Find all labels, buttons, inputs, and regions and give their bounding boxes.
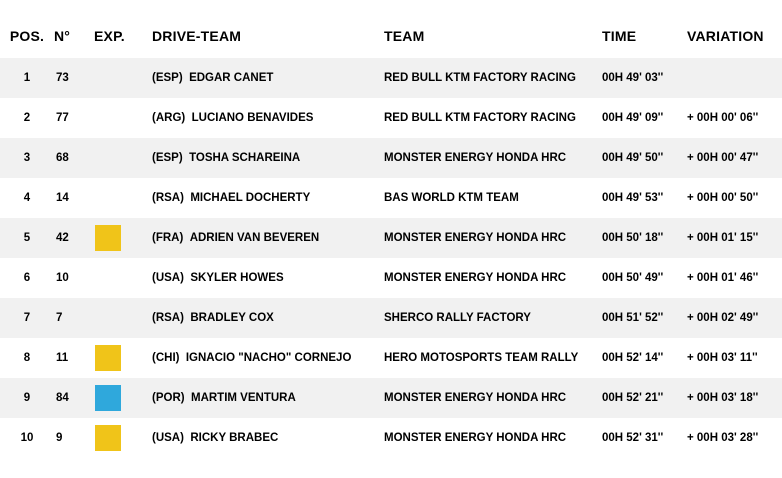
experience-color-swatch-empty bbox=[95, 144, 121, 170]
driver-nationality: (POR) bbox=[152, 392, 185, 404]
cell-time: 00H 52' 14'' bbox=[602, 352, 664, 364]
cell-position: 8 bbox=[23, 352, 31, 364]
cell-number: 14 bbox=[56, 192, 69, 204]
cell-drive-team bbox=[152, 58, 384, 98]
table-row bbox=[0, 178, 782, 218]
table-body bbox=[0, 58, 782, 458]
table-row bbox=[0, 298, 782, 338]
cell-variation: + 00H 01' 46'' bbox=[687, 272, 759, 284]
table-row bbox=[0, 58, 782, 98]
driver-name: ADRIEN VAN BEVEREN bbox=[189, 232, 320, 244]
experience-color-swatch bbox=[95, 225, 121, 251]
column-header-variation: VARIATION bbox=[687, 28, 764, 44]
driver-name: BRADLEY COX bbox=[190, 312, 274, 324]
cell-number: 68 bbox=[56, 152, 69, 164]
cell-position: 5 bbox=[23, 232, 31, 244]
cell-number: 77 bbox=[56, 112, 69, 124]
column-header-team: TEAM bbox=[384, 28, 425, 44]
cell-position: 4 bbox=[23, 192, 31, 204]
driver-nationality: (CHI) bbox=[152, 352, 180, 364]
cell-experience-marker bbox=[94, 178, 152, 218]
cell-team: MONSTER ENERGY HONDA HRC bbox=[384, 232, 567, 244]
table-row bbox=[0, 418, 782, 458]
table-row bbox=[0, 258, 782, 298]
driver-name: TOSHA SCHAREINA bbox=[189, 152, 301, 164]
cell-time: 00H 49' 50'' bbox=[602, 152, 664, 164]
cell-number: 84 bbox=[56, 392, 69, 404]
driver-nationality: (USA) bbox=[152, 272, 184, 284]
cell-drive-team bbox=[152, 258, 384, 298]
cell-time: 00H 49' 03'' bbox=[602, 72, 664, 84]
column-header-exp: EXP. bbox=[94, 28, 125, 44]
experience-color-swatch-empty bbox=[95, 184, 121, 210]
driver-nationality: (FRA) bbox=[152, 232, 184, 244]
cell-time: 00H 52' 21'' bbox=[602, 392, 664, 404]
cell-number: 10 bbox=[56, 272, 69, 284]
experience-color-swatch bbox=[95, 425, 121, 451]
column-header-drive-team: DRIVE-TEAM bbox=[152, 28, 242, 44]
table-header-row bbox=[0, 0, 782, 58]
cell-time: 00H 50' 49'' bbox=[602, 272, 664, 284]
cell-drive-team bbox=[152, 98, 384, 138]
cell-experience-marker bbox=[94, 58, 152, 98]
cell-time: 00H 50' 18'' bbox=[602, 232, 664, 244]
cell-number: 42 bbox=[56, 232, 69, 244]
cell-experience-marker bbox=[94, 138, 152, 178]
cell-team: MONSTER ENERGY HONDA HRC bbox=[384, 392, 567, 404]
column-header-number: N° bbox=[54, 28, 71, 44]
cell-team: HERO MOTOSPORTS TEAM RALLY bbox=[384, 352, 579, 364]
cell-number: 73 bbox=[56, 72, 69, 84]
table-row bbox=[0, 98, 782, 138]
cell-time: 00H 49' 53'' bbox=[602, 192, 664, 204]
cell-position: 6 bbox=[23, 272, 31, 284]
cell-position: 2 bbox=[23, 112, 31, 124]
cell-team: MONSTER ENERGY HONDA HRC bbox=[384, 272, 567, 284]
driver-name: EDGAR CANET bbox=[189, 72, 274, 84]
driver-nationality: (RSA) bbox=[152, 192, 184, 204]
driver-name: MICHAEL DOCHERTY bbox=[190, 192, 311, 204]
experience-color-swatch-empty bbox=[95, 104, 121, 130]
driver-name: RICKY BRABEC bbox=[190, 432, 279, 444]
driver-nationality: (ESP) bbox=[152, 152, 183, 164]
cell-team: RED BULL KTM FACTORY RACING bbox=[384, 72, 576, 84]
table-row bbox=[0, 138, 782, 178]
cell-position: 10 bbox=[20, 432, 34, 444]
driver-nationality: (RSA) bbox=[152, 312, 184, 324]
cell-position: 1 bbox=[23, 72, 31, 84]
cell-drive-team bbox=[152, 418, 384, 458]
driver-name: SKYLER HOWES bbox=[190, 272, 284, 284]
cell-experience-marker bbox=[94, 298, 152, 338]
column-header-time: TIME bbox=[602, 28, 637, 44]
cell-position: 7 bbox=[23, 312, 31, 324]
driver-name: MARTIM VENTURA bbox=[190, 392, 296, 404]
cell-variation: + 00H 00' 47'' bbox=[687, 152, 759, 164]
cell-position: 3 bbox=[23, 152, 31, 164]
cell-variation: + 00H 03' 28'' bbox=[687, 432, 759, 444]
cell-number: 7 bbox=[56, 312, 63, 324]
cell-experience-marker bbox=[94, 98, 152, 138]
cell-experience-marker bbox=[94, 378, 152, 418]
experience-color-swatch-empty bbox=[95, 64, 121, 90]
cell-position: 9 bbox=[23, 392, 31, 404]
cell-drive-team bbox=[152, 178, 384, 218]
cell-variation: + 00H 01' 15'' bbox=[687, 232, 759, 244]
cell-variation: + 00H 00' 06'' bbox=[687, 112, 759, 124]
cell-variation: + 00H 00' 50'' bbox=[687, 192, 759, 204]
cell-number: 11 bbox=[56, 352, 69, 364]
table-row bbox=[0, 378, 782, 418]
column-header-position: POS. bbox=[9, 28, 45, 44]
cell-team: MONSTER ENERGY HONDA HRC bbox=[384, 152, 567, 164]
table-row bbox=[0, 218, 782, 258]
cell-experience-marker bbox=[94, 338, 152, 378]
cell-time: 00H 52' 31'' bbox=[602, 432, 664, 444]
cell-experience-marker bbox=[94, 218, 152, 258]
cell-drive-team bbox=[152, 138, 384, 178]
experience-color-swatch bbox=[95, 345, 121, 371]
cell-experience-marker bbox=[94, 418, 152, 458]
cell-team: RED BULL KTM FACTORY RACING bbox=[384, 112, 576, 124]
cell-drive-team bbox=[152, 218, 384, 258]
cell-team: SHERCO RALLY FACTORY bbox=[384, 312, 531, 324]
cell-variation: + 00H 03' 11'' bbox=[687, 352, 758, 364]
cell-number: 9 bbox=[56, 432, 63, 444]
driver-nationality: (ESP) bbox=[152, 72, 183, 84]
experience-color-swatch-empty bbox=[95, 264, 121, 290]
table-header bbox=[0, 0, 782, 58]
cell-variation: + 00H 02' 49'' bbox=[687, 312, 759, 324]
cell-variation: + 00H 03' 18'' bbox=[687, 392, 759, 404]
experience-color-swatch bbox=[95, 385, 121, 411]
experience-color-swatch-empty bbox=[95, 304, 121, 330]
cell-time: 00H 51' 52'' bbox=[602, 312, 664, 324]
cell-drive-team bbox=[152, 378, 384, 418]
driver-nationality: (USA) bbox=[152, 432, 184, 444]
cell-experience-marker bbox=[94, 258, 152, 298]
driver-name: LUCIANO BENAVIDES bbox=[191, 112, 314, 124]
driver-name: IGNACIO "NACHO" CORNEJO bbox=[185, 352, 352, 364]
cell-team: MONSTER ENERGY HONDA HRC bbox=[384, 432, 567, 444]
cell-team: BAS WORLD KTM TEAM bbox=[384, 192, 519, 204]
cell-time: 00H 49' 09'' bbox=[602, 112, 664, 124]
table-row bbox=[0, 338, 782, 378]
cell-drive-team bbox=[152, 338, 384, 378]
driver-nationality: (ARG) bbox=[152, 112, 186, 124]
cell-variation bbox=[687, 58, 782, 98]
cell-drive-team bbox=[152, 298, 384, 338]
